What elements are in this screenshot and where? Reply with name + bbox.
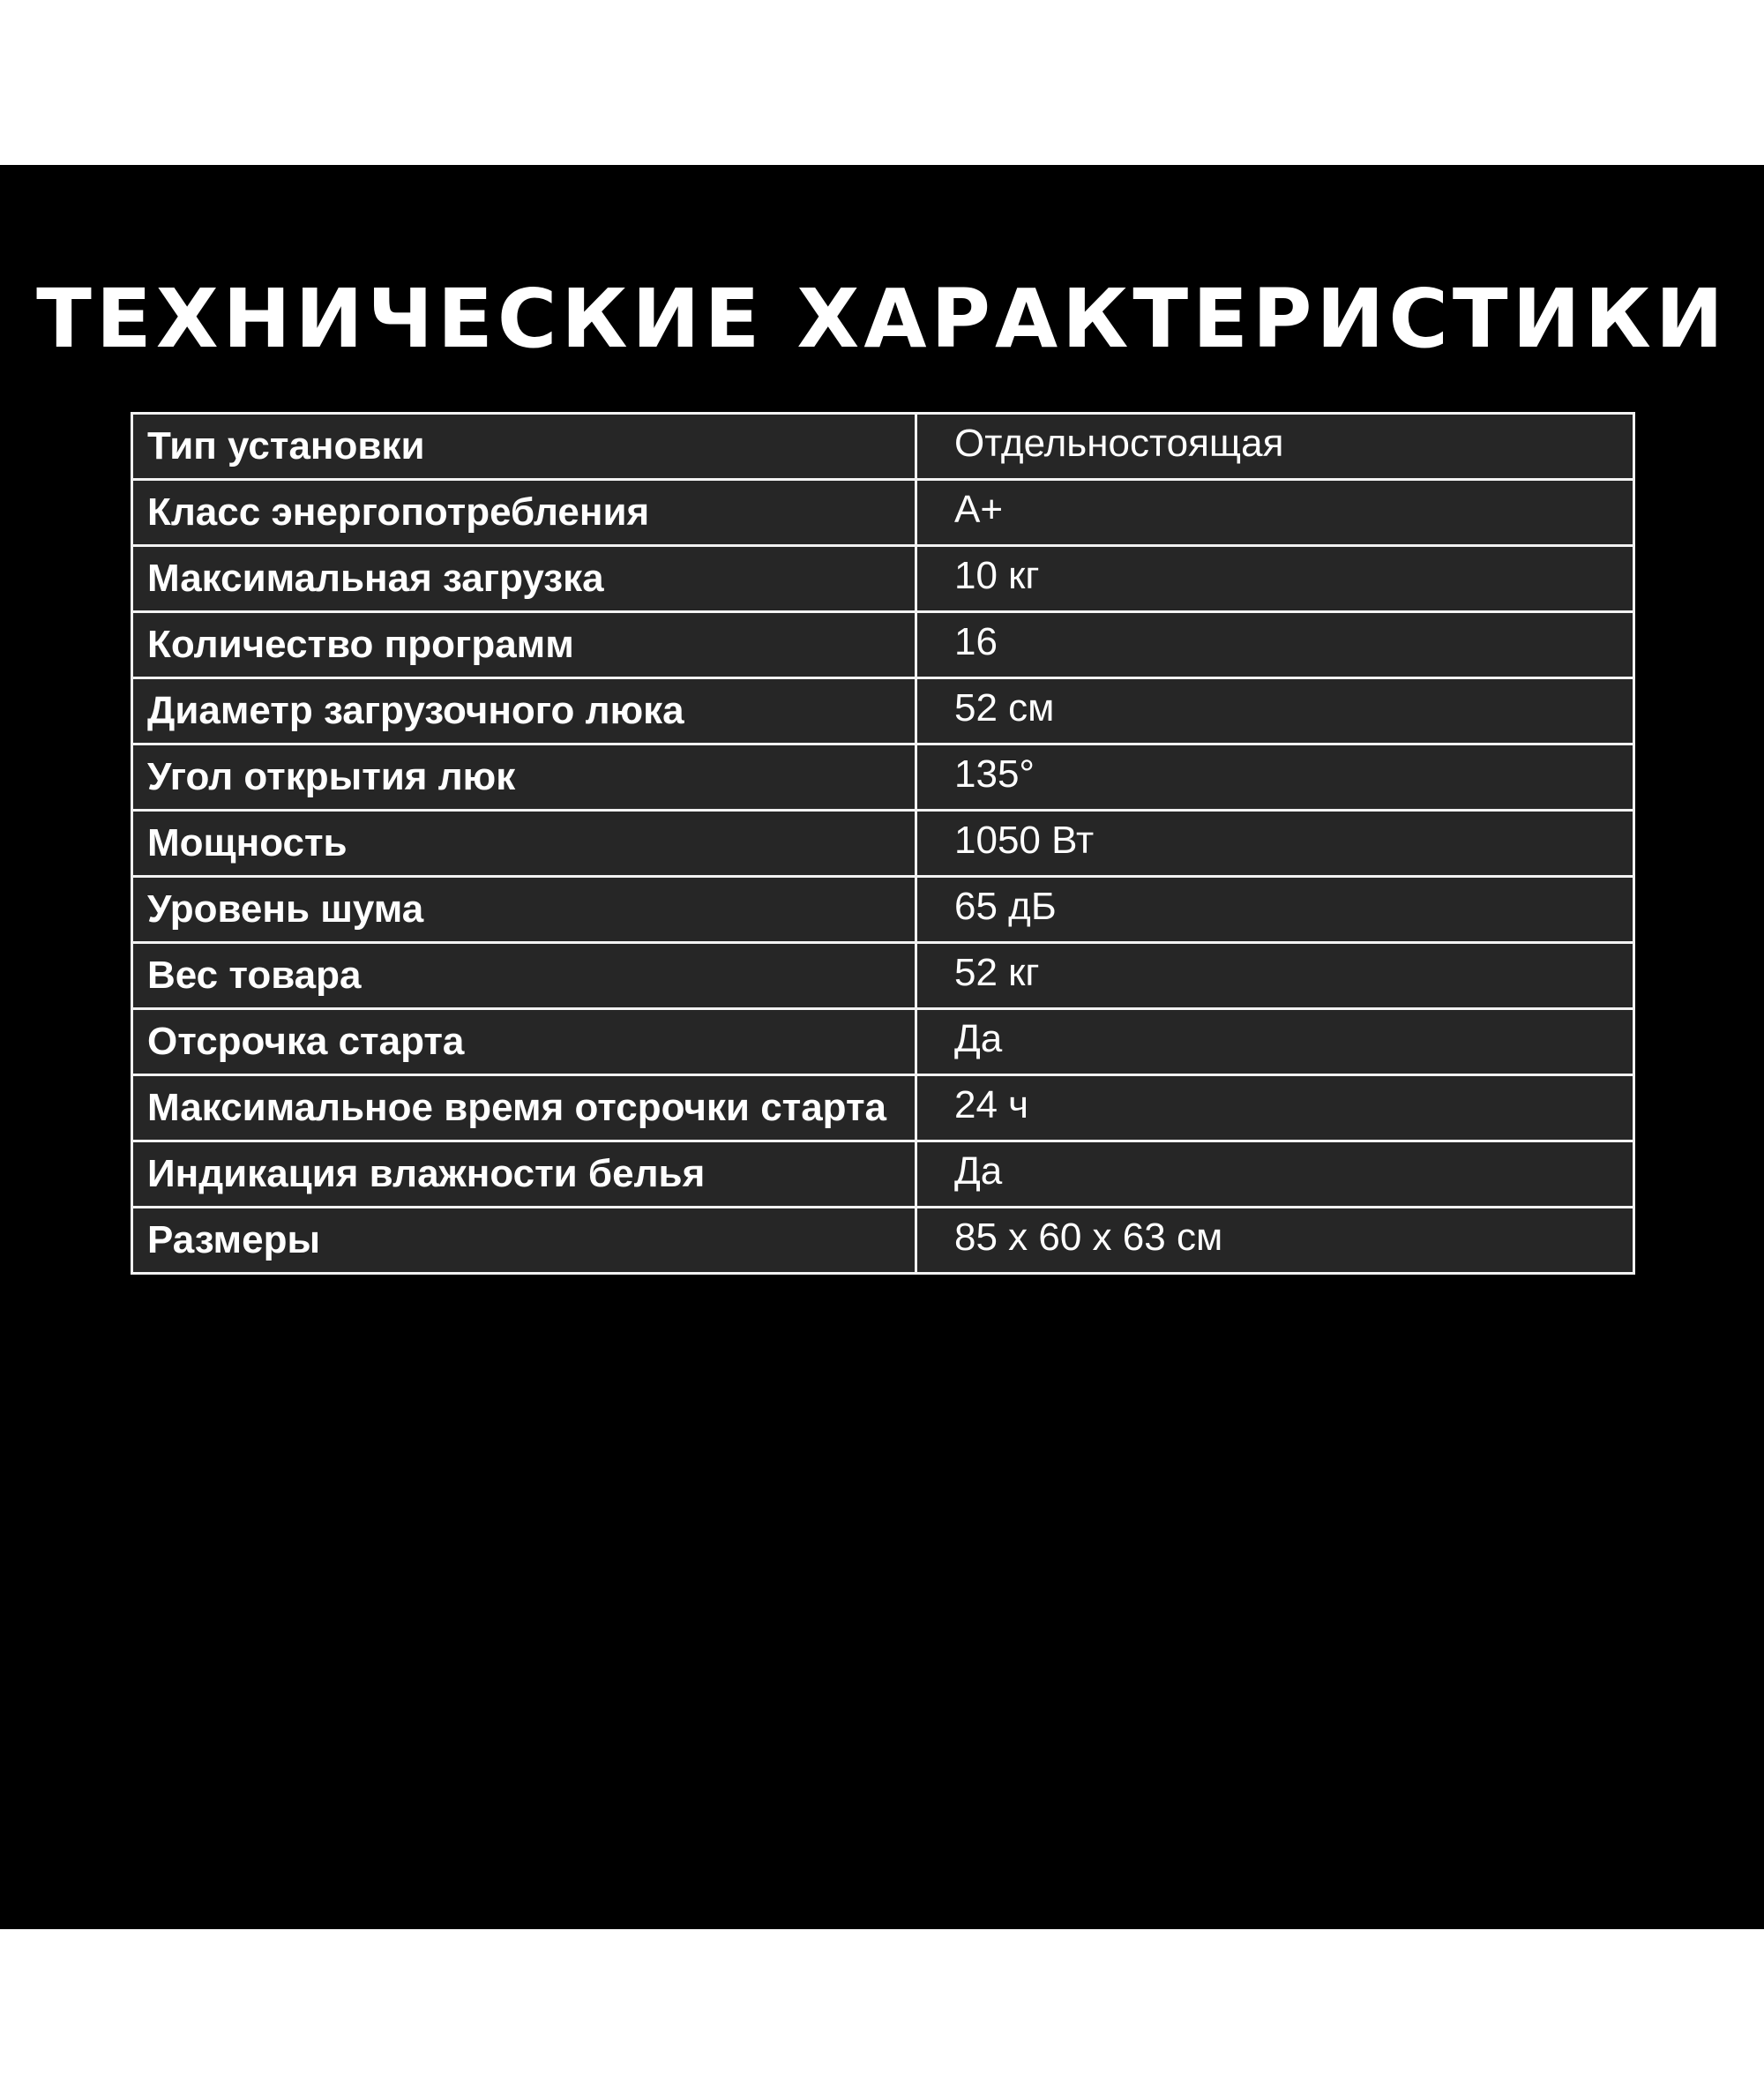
spec-value: 10 кг [916, 546, 1634, 612]
spec-value: 16 [916, 612, 1634, 678]
spec-value: Отдельностоящая [916, 414, 1634, 480]
table-row [132, 414, 1634, 480]
spec-label: Тип установки [132, 414, 916, 480]
table-row [132, 744, 1634, 811]
specs-table [131, 412, 1635, 1275]
spec-value: 65 дБ [916, 877, 1634, 943]
spec-label: Угол открытия люк [132, 744, 916, 811]
spec-label: Уровень шума [132, 877, 916, 943]
table-row [132, 480, 1634, 546]
table-row [132, 943, 1634, 1009]
table-row [132, 612, 1634, 678]
table-row [132, 811, 1634, 877]
table-row [132, 1208, 1634, 1274]
spec-value: 52 см [916, 678, 1634, 744]
spec-label: Отсрочка старта [132, 1009, 916, 1075]
specs-panel [0, 165, 1764, 1929]
spec-value: Да [916, 1141, 1634, 1208]
spec-label: Индикация влажности белья [132, 1141, 916, 1208]
spec-label: Вес товара [132, 943, 916, 1009]
spec-value: 52 кг [916, 943, 1634, 1009]
table-row [132, 1141, 1634, 1208]
spec-value: 1050 Вт [916, 811, 1634, 877]
spec-label: Диаметр загрузочного люка [132, 678, 916, 744]
table-row [132, 678, 1634, 744]
spec-label: Класс энергопотребления [132, 480, 916, 546]
table-row [132, 877, 1634, 943]
page-title: ТЕХНИЧЕСКИЕ ХАРАКТЕРИСТИКИ [36, 272, 1728, 366]
table-row [132, 546, 1634, 612]
spec-label: Мощность [132, 811, 916, 877]
spec-label: Максимальная загрузка [132, 546, 916, 612]
spec-label: Максимальное время отсрочки старта [132, 1075, 916, 1141]
spec-value: 135° [916, 744, 1634, 811]
spec-value: Да [916, 1009, 1634, 1075]
spec-label: Количество программ [132, 612, 916, 678]
spec-label: Размеры [132, 1208, 916, 1274]
spec-value: 85 х 60 х 63 см [916, 1208, 1634, 1274]
spec-value: А+ [916, 480, 1634, 546]
table-row [132, 1075, 1634, 1141]
spec-value: 24 ч [916, 1075, 1634, 1141]
table-row [132, 1009, 1634, 1075]
